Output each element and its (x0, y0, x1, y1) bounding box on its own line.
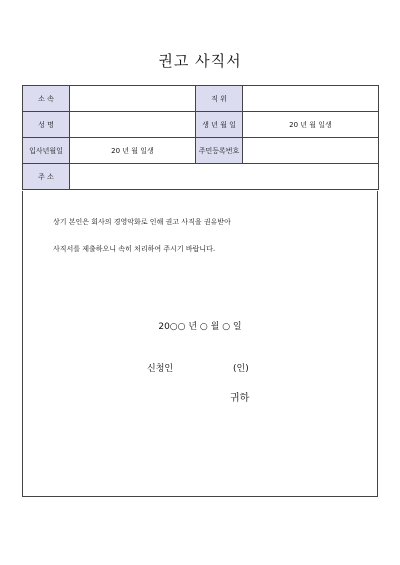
table-row (23, 112, 379, 138)
position-label: 직 위 (196, 86, 243, 112)
table-row (23, 138, 379, 164)
applicant-label: 신청인 (147, 364, 174, 374)
name-label: 성 명 (23, 112, 70, 138)
statement-box (22, 191, 378, 497)
department-field[interactable] (70, 86, 196, 112)
position-field[interactable] (243, 86, 379, 112)
document-title: 권고 사직서 (158, 52, 242, 70)
address-field[interactable] (70, 164, 379, 190)
address-label: 주 소 (23, 164, 70, 190)
employee-info-table (22, 85, 379, 190)
department-label: 소 속 (23, 86, 70, 112)
addressee: 귀하 (230, 393, 250, 404)
resident-id-label: 주민등록번호 (196, 138, 243, 164)
statement-line-1: 상기 본인은 회사의 경영악화로 인해 권고 사직을 권유받아 (53, 218, 231, 226)
submission-date: 20○○ 년 ○ 월 ○ 일 (158, 322, 242, 332)
name-field[interactable] (70, 112, 196, 138)
seal-mark: (인) (233, 364, 249, 374)
table-row (23, 164, 379, 190)
hire-date-field[interactable]: 20 년 월 일생 (70, 138, 196, 164)
hire-date-label: 입사년월일 (23, 138, 70, 164)
birthdate-label: 생 년 월 일 (196, 112, 243, 138)
resident-id-field[interactable] (243, 138, 379, 164)
statement-line-2: 사직서를 제출하오니 속히 처리하여 주시기 바랍니다. (53, 245, 216, 253)
birthdate-field[interactable]: 20 년 월 일생 (243, 112, 379, 138)
table-row (23, 86, 379, 112)
